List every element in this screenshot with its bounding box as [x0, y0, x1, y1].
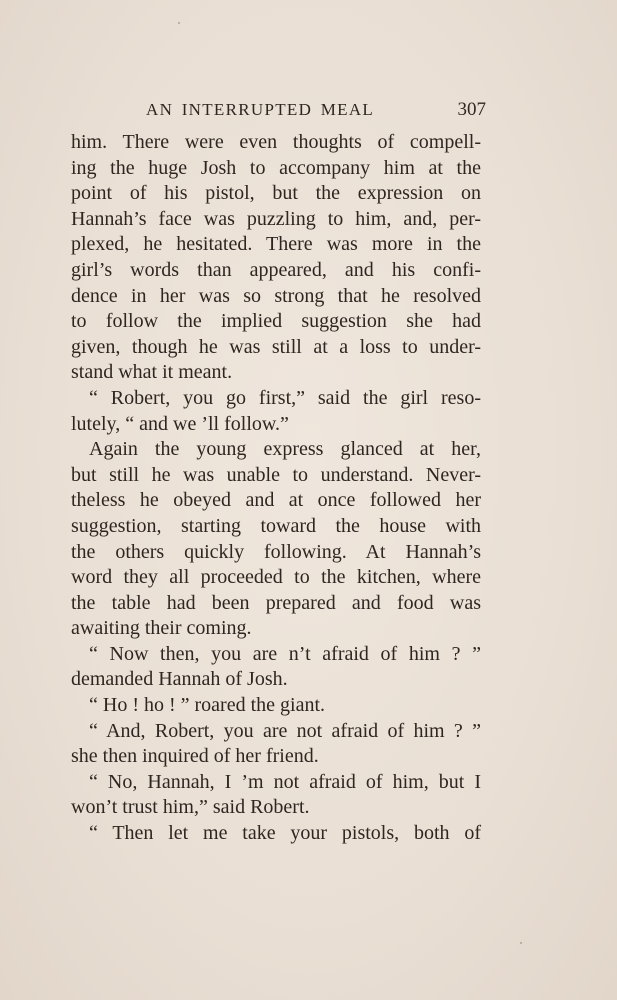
text-line: lutely, “ and we ’ll follow.”	[71, 412, 289, 435]
paper-speck	[178, 22, 180, 24]
text-line: but still he was unable to understand. Never-	[71, 463, 481, 486]
text-line: stand what it meant.	[71, 361, 233, 384]
paper-speck	[520, 942, 522, 944]
running-title: AN INTERRUPTED MEAL	[146, 100, 375, 119]
text-line: “ Robert, you go first,” said the girl reso-	[89, 386, 481, 409]
text-line: demanded Hannah of Josh.	[71, 668, 288, 691]
running-head	[146, 97, 486, 123]
text-line: Hannah’s face was puzzling to him, and, per-	[71, 207, 481, 230]
text-line: the table had been prepared and food was	[71, 591, 481, 614]
text-line: to follow the implied suggestion she had	[71, 310, 481, 333]
text-line: “ Ho ! ho ! ” roared the giant.	[89, 694, 326, 717]
text-line: “ And, Robert, you are not afraid of him ? ”	[89, 719, 481, 742]
text-line: ing the huge Josh to accompany him at the	[71, 156, 481, 179]
text-line: awaiting their coming.	[71, 617, 252, 640]
text-line: “ Then let me take your pistols, both of	[89, 822, 481, 845]
text-line: suggestion, starting toward the house with	[71, 514, 481, 537]
text-line: plexed, he hesitated. There was more in the	[71, 233, 481, 256]
page-number: 307	[457, 99, 486, 120]
text-line: theless he obeyed and at once followed her	[71, 489, 481, 512]
text-line: Again the young express glanced at her,	[89, 438, 481, 461]
text-line: won’t trust him,” said Robert.	[71, 796, 310, 819]
text-line: dence in her was so strong that he resolved	[71, 284, 481, 307]
text-line: given, though he was still at a loss to under-	[71, 335, 481, 358]
body-text	[71, 130, 481, 847]
text-line: “ Now then, you are n’t afraid of him ? ”	[89, 642, 481, 665]
text-line: she then inquired of her friend.	[71, 745, 319, 768]
text-line: point of his pistol, but the expression on	[71, 182, 481, 205]
text-line: “ No, Hannah, I ’m not afraid of him, but I	[89, 770, 481, 793]
text-line: the others quickly following. At Hannah’s	[71, 540, 481, 563]
text-line: word they all proceeded to the kitchen, where	[71, 566, 481, 589]
text-line: girl’s words than appeared, and his confi-	[71, 258, 481, 281]
text-line: him. There were even thoughts of compell-	[71, 131, 481, 153]
